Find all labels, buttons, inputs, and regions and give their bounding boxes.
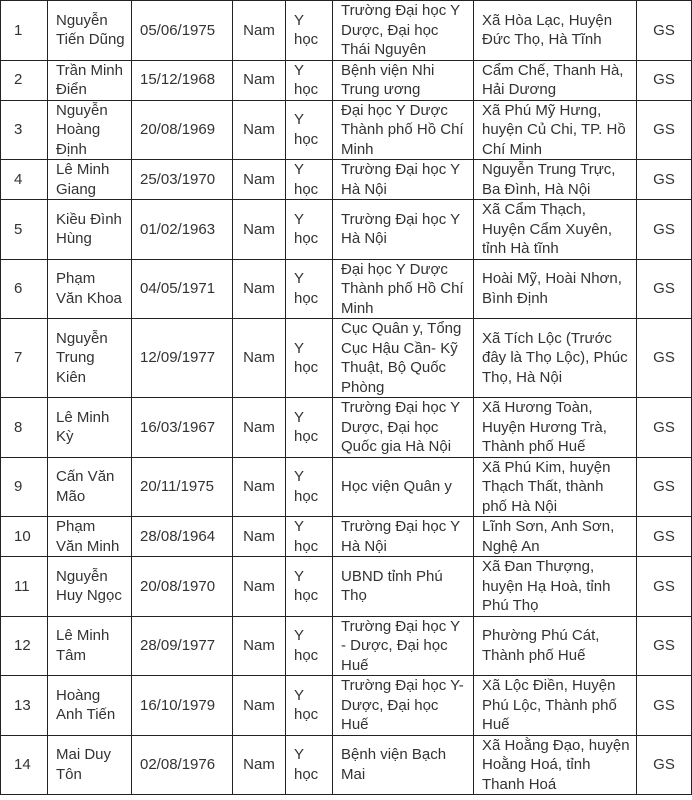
table-row xyxy=(1,398,692,458)
workplace-cell: Trường Đại học Y Dược, Đại học Quốc gia Hà Nội xyxy=(333,398,474,458)
table-row xyxy=(1,160,692,200)
row-number-cell: 10 xyxy=(1,517,48,557)
field-cell: Y học xyxy=(286,557,333,617)
table-row xyxy=(1,259,692,319)
academic-title-cell: GS xyxy=(637,517,692,557)
workplace-cell: Đại học Y Dược Thành phố Hồ Chí Minh xyxy=(333,259,474,319)
workplace-cell: Trường Đại học Y- Dược, Đại học Huế xyxy=(333,676,474,736)
gender-cell: Nam xyxy=(233,60,286,100)
workplace-cell: Bệnh viện Bạch Mai xyxy=(333,735,474,795)
workplace-cell: Trường Đại học Y Hà Nội xyxy=(333,160,474,200)
gender-cell: Nam xyxy=(233,735,286,795)
gender-cell: Nam xyxy=(233,557,286,617)
field-cell: Y học xyxy=(286,398,333,458)
table-row xyxy=(1,60,692,100)
table-row xyxy=(1,735,692,795)
table-row xyxy=(1,1,692,61)
full-name-cell: Hoàng Anh Tiến xyxy=(48,676,132,736)
workplace-cell: Trường Đại học Y Hà Nội xyxy=(333,200,474,260)
full-name-cell: Lê Minh Tâm xyxy=(48,616,132,676)
workplace-cell: Trường Đại học Y Hà Nội xyxy=(333,517,474,557)
academic-title-cell: GS xyxy=(637,398,692,458)
hometown-cell: Xã Hòa Lạc, Huyện Đức Thọ, Hà Tĩnh xyxy=(474,1,637,61)
hometown-cell: Hoài Mỹ, Hoài Nhơn, Bình Định xyxy=(474,259,637,319)
field-cell: Y học xyxy=(286,60,333,100)
gender-cell: Nam xyxy=(233,259,286,319)
row-number-cell: 7 xyxy=(1,319,48,398)
table-row xyxy=(1,319,692,398)
row-number-cell: 9 xyxy=(1,457,48,517)
table-row xyxy=(1,100,692,160)
date-of-birth-cell: 28/09/1977 xyxy=(132,616,233,676)
gender-cell: Nam xyxy=(233,398,286,458)
hometown-cell: Xã Lộc Điền, Huyện Phú Lộc, Thành phố Huế xyxy=(474,676,637,736)
field-cell: Y học xyxy=(286,319,333,398)
full-name-cell: Mai Duy Tôn xyxy=(48,735,132,795)
academic-title-cell: GS xyxy=(637,735,692,795)
field-cell: Y học xyxy=(286,457,333,517)
workplace-cell: Đại học Y Dược Thành phố Hồ Chí Minh xyxy=(333,100,474,160)
workplace-cell: Trường Đại học Y - Dược, Đại học Huế xyxy=(333,616,474,676)
academic-title-cell: GS xyxy=(637,259,692,319)
table-row xyxy=(1,517,692,557)
academic-title-cell: GS xyxy=(637,1,692,61)
gender-cell: Nam xyxy=(233,1,286,61)
workplace-cell: UBND tỉnh Phú Thọ xyxy=(333,557,474,617)
table-row xyxy=(1,676,692,736)
full-name-cell: Cấn Văn Mão xyxy=(48,457,132,517)
row-number-cell: 11 xyxy=(1,557,48,617)
academic-title-cell: GS xyxy=(637,676,692,736)
workplace-cell: Cục Quân y, Tổng Cục Hậu Cần- Kỹ Thuật, Bộ Quốc Phòng xyxy=(333,319,474,398)
date-of-birth-cell: 25/03/1970 xyxy=(132,160,233,200)
table-row xyxy=(1,616,692,676)
gender-cell: Nam xyxy=(233,676,286,736)
date-of-birth-cell: 20/08/1970 xyxy=(132,557,233,617)
academic-title-cell: GS xyxy=(637,60,692,100)
workplace-cell: Trường Đại học Y Dược, Đại học Thái Nguyên xyxy=(333,1,474,61)
full-name-cell: Kiều Đình Hùng xyxy=(48,200,132,260)
full-name-cell: Trần Minh Điển xyxy=(48,60,132,100)
row-number-cell: 2 xyxy=(1,60,48,100)
field-cell: Y học xyxy=(286,1,333,61)
full-name-cell: Phạm Văn Minh xyxy=(48,517,132,557)
full-name-cell: Nguyễn Hoàng Định xyxy=(48,100,132,160)
gender-cell: Nam xyxy=(233,616,286,676)
date-of-birth-cell: 12/09/1977 xyxy=(132,319,233,398)
table-body xyxy=(1,1,692,795)
row-number-cell: 4 xyxy=(1,160,48,200)
academic-title-cell: GS xyxy=(637,200,692,260)
academic-title-cell: GS xyxy=(637,616,692,676)
row-number-cell: 6 xyxy=(1,259,48,319)
date-of-birth-cell: 05/06/1975 xyxy=(132,1,233,61)
date-of-birth-cell: 20/08/1969 xyxy=(132,100,233,160)
full-name-cell: Lê Minh Kỳ xyxy=(48,398,132,458)
workplace-cell: Học viện Quân y xyxy=(333,457,474,517)
field-cell: Y học xyxy=(286,735,333,795)
table-row xyxy=(1,557,692,617)
academic-title-cell: GS xyxy=(637,457,692,517)
academic-title-cell: GS xyxy=(637,100,692,160)
gender-cell: Nam xyxy=(233,319,286,398)
date-of-birth-cell: 16/10/1979 xyxy=(132,676,233,736)
hometown-cell: Xã Phú Mỹ Hưng, huyện Củ Chi, TP. Hồ Chí Minh xyxy=(474,100,637,160)
hometown-cell: Xã Đan Thượng, huyện Hạ Hoà, tỉnh Phú Thọ xyxy=(474,557,637,617)
row-number-cell: 3 xyxy=(1,100,48,160)
row-number-cell: 14 xyxy=(1,735,48,795)
gender-cell: Nam xyxy=(233,100,286,160)
field-cell: Y học xyxy=(286,676,333,736)
hometown-cell: Lĩnh Sơn, Anh Sơn, Nghệ An xyxy=(474,517,637,557)
field-cell: Y học xyxy=(286,517,333,557)
date-of-birth-cell: 15/12/1968 xyxy=(132,60,233,100)
full-name-cell: Phạm Văn Khoa xyxy=(48,259,132,319)
date-of-birth-cell: 01/02/1963 xyxy=(132,200,233,260)
field-cell: Y học xyxy=(286,160,333,200)
hometown-cell: Xã Cẩm Thạch, Huyện Cẩm Xuyên, tỉnh Hà tĩnh xyxy=(474,200,637,260)
hometown-cell: Nguyễn Trung Trực, Ba Đình, Hà Nội xyxy=(474,160,637,200)
date-of-birth-cell: 16/03/1967 xyxy=(132,398,233,458)
table-row xyxy=(1,200,692,260)
row-number-cell: 8 xyxy=(1,398,48,458)
row-number-cell: 1 xyxy=(1,1,48,61)
academic-title-cell: GS xyxy=(637,557,692,617)
full-name-cell: Nguyễn Huy Ngọc xyxy=(48,557,132,617)
hometown-cell: Xã Phú Kim, huyện Thạch Thất, thành phố Hà Nội xyxy=(474,457,637,517)
workplace-cell: Bệnh viện Nhi Trung ương xyxy=(333,60,474,100)
row-number-cell: 12 xyxy=(1,616,48,676)
hometown-cell: Cẩm Chế, Thanh Hà, Hải Dương xyxy=(474,60,637,100)
full-name-cell: Nguyễn Tiến Dũng xyxy=(48,1,132,61)
row-number-cell: 5 xyxy=(1,200,48,260)
date-of-birth-cell: 28/08/1964 xyxy=(132,517,233,557)
field-cell: Y học xyxy=(286,200,333,260)
gender-cell: Nam xyxy=(233,200,286,260)
academic-title-cell: GS xyxy=(637,319,692,398)
hometown-cell: Xã Hoằng Đạo, huyện Hoằng Hoá, tỉnh Thanh Hoá xyxy=(474,735,637,795)
full-name-cell: Nguyễn Trung Kiên xyxy=(48,319,132,398)
date-of-birth-cell: 02/08/1976 xyxy=(132,735,233,795)
full-name-cell: Lê Minh Giang xyxy=(48,160,132,200)
hometown-cell: Xã Tích Lộc (Trước đây là Thọ Lộc), Phúc Thọ, Hà Nội xyxy=(474,319,637,398)
hometown-cell: Phường Phú Cát, Thành phố Huế xyxy=(474,616,637,676)
gender-cell: Nam xyxy=(233,457,286,517)
hometown-cell: Xã Hương Toàn, Huyện Hương Trà, Thành phố Huế xyxy=(474,398,637,458)
field-cell: Y học xyxy=(286,100,333,160)
gender-cell: Nam xyxy=(233,517,286,557)
academic-title-cell: GS xyxy=(637,160,692,200)
field-cell: Y học xyxy=(286,259,333,319)
field-cell: Y học xyxy=(286,616,333,676)
date-of-birth-cell: 04/05/1971 xyxy=(132,259,233,319)
gender-cell: Nam xyxy=(233,160,286,200)
date-of-birth-cell: 20/11/1975 xyxy=(132,457,233,517)
row-number-cell: 13 xyxy=(1,676,48,736)
table-row xyxy=(1,457,692,517)
